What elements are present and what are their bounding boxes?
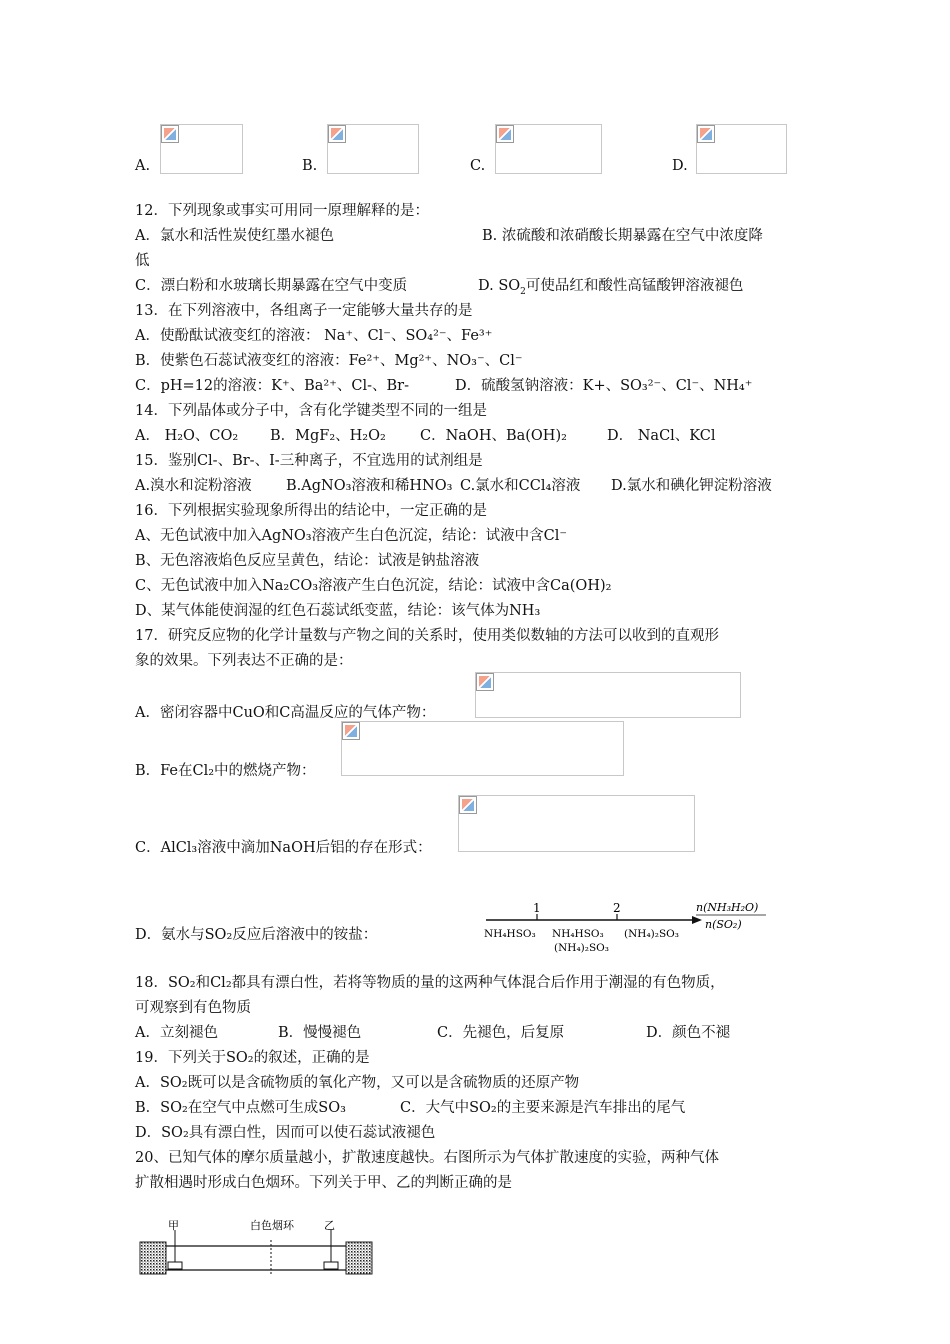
q14-option-d: D． NaCl、KCl xyxy=(607,428,716,444)
q19-option-b: B．SO₂在空气中点燃可生成SO₃ xyxy=(135,1100,346,1116)
left-stopper xyxy=(140,1242,166,1274)
q12-stem: 12．下列现象或事实可用同一原理解释的是： xyxy=(135,203,429,219)
q11-option-a: A. xyxy=(135,158,151,174)
axis-tick-label-2: 2 xyxy=(613,901,621,915)
q20-stem-line2: 扩散相遇时形成白色烟环。下列关于甲、乙的判断正确的是 xyxy=(135,1175,512,1191)
q18-option-b: B．慢慢褪色 xyxy=(278,1025,362,1041)
q15-option-c: C.氯水和CCl₄溶液 xyxy=(460,478,581,494)
broken-image-icon xyxy=(496,125,514,143)
q12-option-b: B. 浓硫酸和浓硝酸长期暴露在空气中浓度降 xyxy=(482,228,763,244)
broken-image-icon xyxy=(161,125,179,143)
q20-stem-line1: 20、已知气体的摩尔质量越小，扩散速度越快。右图所示为气体扩散速度的实验，两种气体 xyxy=(135,1150,719,1166)
q11-image-b xyxy=(327,124,419,174)
q19-option-c: C．大气中SO₂的主要来源是汽车排出的尾气 xyxy=(400,1100,686,1116)
q16-option-c: C、无色试液中加入Na₂CO₃溶液产生白色沉淀，结论：试液中含Ca(OH)₂ xyxy=(135,578,612,594)
q14-option-c: C．NaOH、Ba(OH)₂ xyxy=(420,428,567,444)
q16-option-a: A、无色试液中加入AgNO₃溶液产生白色沉淀，结论：试液中含Cl⁻ xyxy=(135,528,567,544)
axis-segment-2b: (NH₄)₂SO₃ xyxy=(554,942,609,954)
q17-stem-line1: 17．研究反应物的化学计量数与产物之间的关系时，使用类似数轴的方法可以收到的直观形 xyxy=(135,628,719,644)
fig-label-middle: 白色烟环 xyxy=(250,1219,294,1232)
q14-stem: 14．下列晶体或分子中，含有化学键类型不同的一组是 xyxy=(135,403,487,419)
right-cotton xyxy=(324,1262,338,1269)
right-stopper xyxy=(346,1242,372,1274)
q18-option-d: D．颜色不褪 xyxy=(646,1025,731,1041)
q11-option-d: D. xyxy=(672,158,688,174)
q12-option-c: C．漂白粉和水玻璃长期暴露在空气中变质 xyxy=(135,278,408,294)
q18-stem-line2: 可观察到有色物质 xyxy=(135,1000,251,1016)
q13-option-a: A．使酚酞试液变红的溶液： Na⁺、Cl⁻、SO₄²⁻、Fe³⁺ xyxy=(135,328,493,344)
q17-image-b xyxy=(341,721,624,776)
fig-label-right: 乙 xyxy=(324,1219,335,1232)
q11-option-b: B. xyxy=(302,158,318,174)
q17-option-b: B．Fe在Cl₂中的燃烧产物： xyxy=(135,763,316,779)
q11-image-d xyxy=(696,124,787,174)
q18-option-c: C．先褪色，后复原 xyxy=(437,1025,565,1041)
q18-stem-line1: 18．SO₂和Cl₂都具有漂白性，若将等物质的量的这两种气体混合后作用于潮湿的有色物质， xyxy=(135,975,725,991)
left-cotton xyxy=(168,1262,182,1269)
q15-stem: 15．鉴别Cl-、Br-、I-三种离子，不宜选用的试剂组是 xyxy=(135,453,483,469)
q17-image-a xyxy=(475,672,741,718)
axis-tick-label-1: 1 xyxy=(533,901,541,915)
q15-option-a: A.溴水和淀粉溶液 xyxy=(135,478,252,494)
q18-option-a: A．立刻褪色 xyxy=(135,1025,218,1041)
q13-option-b: B．使紫色石蕊试液变红的溶液：Fe²⁺、Mg²⁺、NO₃⁻、Cl⁻ xyxy=(135,353,523,369)
q11-option-c: C. xyxy=(470,158,486,174)
q12-option-d: D. $SO_2$可使品红和酸性高锰酸钾溶液褪色 xyxy=(478,278,744,297)
q13-option-d: D．硫酸氢钠溶液：K+、SO₃²⁻、Cl⁻、NH₄⁺ xyxy=(455,378,753,394)
q17-stem-line2: 象的效果。下列表达不正确的是： xyxy=(135,653,353,669)
axis-segment-1: NH₄HSO₃ xyxy=(484,928,536,940)
fig-label-left: 甲 xyxy=(168,1219,179,1232)
axis-segment-3: (NH₄)₂SO₃ xyxy=(624,928,679,940)
q19-option-d: D．SO₂具有漂白性，因而可以使石蕊试液褪色 xyxy=(135,1125,436,1141)
q17-option-c: C．AlCl₃溶液中滴加NaOH后铝的存在形式： xyxy=(135,840,432,856)
q14-option-a: A． H₂O、CO₂ xyxy=(135,428,239,444)
broken-image-icon xyxy=(328,125,346,143)
q15-option-d: D.氯水和碘化钾淀粉溶液 xyxy=(611,478,772,494)
q14-option-b: B．MgF₂、H₂O₂ xyxy=(270,428,386,444)
q20-diffusion-figure xyxy=(138,1218,378,1280)
axis-segment-2a: NH₄HSO₃ xyxy=(552,928,604,940)
q11-image-a xyxy=(160,124,243,174)
q19-option-a: A．SO₂既可以是含硫物质的氧化产物，又可以是含硫物质的还原产物 xyxy=(135,1075,580,1091)
q13-stem: 13．在下列溶液中，各组离子一定能够大量共存的是 xyxy=(135,303,473,319)
axis-arrow-icon xyxy=(692,916,702,924)
axis-ratio-numerator: n(NH₃H₂O) xyxy=(696,901,759,914)
q12-option-a: A．氯水和活性炭使红墨水褪色 xyxy=(135,228,334,244)
q17-option-a: A．密闭容器中CuO和C高温反应的气体产物： xyxy=(135,705,436,721)
q17-axis-figure xyxy=(480,895,780,965)
q15-option-b: B.AgNO₃溶液和稀HNO₃ xyxy=(286,478,453,494)
q12-option-b-cont: 低 xyxy=(135,253,150,269)
broken-image-icon xyxy=(476,673,494,691)
broken-image-icon xyxy=(459,796,477,814)
broken-image-icon xyxy=(697,125,715,143)
q19-stem: 19．下列关于SO₂的叙述，正确的是 xyxy=(135,1050,370,1066)
q11-image-c xyxy=(495,124,602,174)
axis-ratio-denominator: n(SO₂) xyxy=(705,918,742,931)
q16-option-b: B、无色溶液焰色反应呈黄色，结论：试液是钠盐溶液 xyxy=(135,553,480,569)
q16-stem: 16．下列根据实验现象所得出的结论中，一定正确的是 xyxy=(135,503,487,519)
q16-option-d: D、某气体能使润湿的红色石蕊试纸变蓝，结论：该气体为NH₃ xyxy=(135,603,541,619)
q17-image-c xyxy=(458,795,695,852)
broken-image-icon xyxy=(342,722,360,740)
q13-option-c: C．pH=12的溶液：K⁺、Ba²⁺、Cl-、Br- xyxy=(135,378,409,394)
q17-option-d: D．氨水与SO₂反应后溶液中的铵盐： xyxy=(135,927,378,943)
